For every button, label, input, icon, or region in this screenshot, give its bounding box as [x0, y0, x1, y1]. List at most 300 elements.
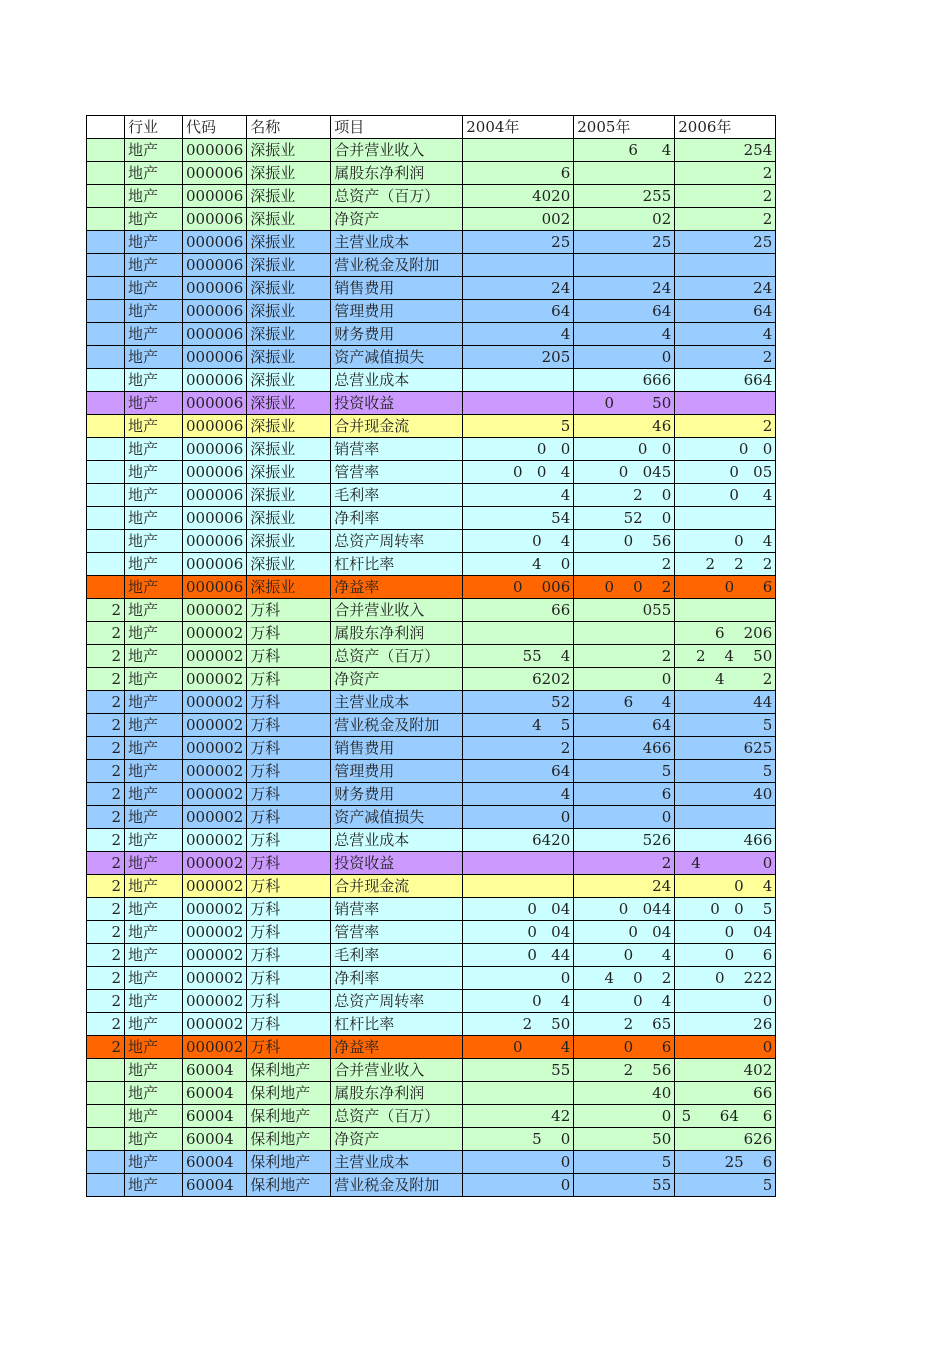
cell-code[interactable]: 000002 [183, 668, 247, 691]
cell-item[interactable]: 主营业成本 [331, 691, 463, 714]
cell-code[interactable]: 60004 [183, 1128, 247, 1151]
cell-seq[interactable]: 2 [87, 990, 125, 1013]
cell-name[interactable]: 万科 [247, 691, 331, 714]
cell-2006[interactable]: 24 [675, 277, 776, 300]
cell-code[interactable]: 000002 [183, 599, 247, 622]
cell-seq[interactable] [87, 277, 125, 300]
cell-2005[interactable]: 2 [574, 553, 675, 576]
cell-industry[interactable]: 地产 [125, 392, 183, 415]
cell-item[interactable]: 合并营业收入 [331, 139, 463, 162]
cell-code[interactable]: 000006 [183, 461, 247, 484]
cell-name[interactable]: 深振业 [247, 576, 331, 599]
cell-2006[interactable]: 66 [675, 1082, 776, 1105]
cell-2004[interactable]: 5 [463, 415, 574, 438]
cell-name[interactable]: 保利地产 [247, 1105, 331, 1128]
cell-2004[interactable] [463, 139, 574, 162]
cell-code[interactable]: 000006 [183, 139, 247, 162]
cell-industry[interactable]: 地产 [125, 990, 183, 1013]
header-cell-2005[interactable]: 2005年 [574, 116, 675, 139]
cell-2005[interactable]: 0 4 [574, 990, 675, 1013]
cell-2005[interactable]: 02 [574, 208, 675, 231]
cell-2006[interactable]: 5 [675, 760, 776, 783]
cell-name[interactable]: 保利地产 [247, 1059, 331, 1082]
cell-item[interactable]: 资产减值损失 [331, 346, 463, 369]
cell-industry[interactable]: 地产 [125, 231, 183, 254]
cell-seq[interactable] [87, 1174, 125, 1197]
cell-name[interactable]: 万科 [247, 599, 331, 622]
cell-code[interactable]: 000006 [183, 323, 247, 346]
cell-seq[interactable]: 2 [87, 714, 125, 737]
cell-code[interactable]: 000006 [183, 185, 247, 208]
cell-name[interactable]: 深振业 [247, 162, 331, 185]
cell-2006[interactable]: 0 6 [675, 576, 776, 599]
cell-code[interactable]: 000002 [183, 944, 247, 967]
header-cell-name[interactable]: 名称 [247, 116, 331, 139]
cell-2005[interactable]: 24 [574, 277, 675, 300]
cell-name[interactable]: 万科 [247, 829, 331, 852]
cell-code[interactable]: 60004 [183, 1082, 247, 1105]
cell-2005[interactable]: 466 [574, 737, 675, 760]
cell-code[interactable]: 60004 [183, 1059, 247, 1082]
cell-industry[interactable]: 地产 [125, 1174, 183, 1197]
cell-code[interactable]: 000002 [183, 737, 247, 760]
cell-2006[interactable]: 2 [675, 346, 776, 369]
header-cell-code[interactable]: 代码 [183, 116, 247, 139]
cell-2005[interactable]: 64 [574, 714, 675, 737]
cell-industry[interactable]: 地产 [125, 369, 183, 392]
cell-2005[interactable]: 5 [574, 1151, 675, 1174]
cell-code[interactable]: 000002 [183, 714, 247, 737]
cell-item[interactable]: 营业税金及附加 [331, 714, 463, 737]
cell-2004[interactable]: 55 4 [463, 645, 574, 668]
cell-seq[interactable]: 2 [87, 760, 125, 783]
cell-name[interactable]: 保利地产 [247, 1151, 331, 1174]
cell-2005[interactable]: 5 [574, 760, 675, 783]
cell-seq[interactable] [87, 553, 125, 576]
cell-2006[interactable] [675, 599, 776, 622]
cell-2005[interactable]: 0 044 [574, 898, 675, 921]
cell-2005[interactable]: 0 56 [574, 530, 675, 553]
cell-2005[interactable] [574, 622, 675, 645]
cell-name[interactable]: 万科 [247, 645, 331, 668]
cell-2005[interactable]: 2 65 [574, 1013, 675, 1036]
cell-industry[interactable]: 地产 [125, 875, 183, 898]
cell-2005[interactable]: 0 4 [574, 944, 675, 967]
cell-2004[interactable]: 66 [463, 599, 574, 622]
cell-industry[interactable]: 地产 [125, 507, 183, 530]
cell-code[interactable]: 000006 [183, 507, 247, 530]
cell-2006[interactable] [675, 507, 776, 530]
cell-code[interactable]: 000002 [183, 1036, 247, 1059]
cell-item[interactable]: 合并营业收入 [331, 1059, 463, 1082]
cell-item[interactable]: 净资产 [331, 1128, 463, 1151]
cell-item[interactable]: 销营率 [331, 898, 463, 921]
cell-code[interactable]: 60004 [183, 1174, 247, 1197]
cell-2006[interactable]: 0 0 [675, 438, 776, 461]
header-cell-seq[interactable] [87, 116, 125, 139]
cell-2005[interactable]: 0 [574, 806, 675, 829]
cell-2004[interactable] [463, 1082, 574, 1105]
cell-item[interactable]: 主营业成本 [331, 1151, 463, 1174]
cell-code[interactable]: 000006 [183, 415, 247, 438]
cell-2006[interactable]: 0 04 [675, 921, 776, 944]
cell-2006[interactable]: 6 206 [675, 622, 776, 645]
cell-2004[interactable]: 2 50 [463, 1013, 574, 1036]
cell-2004[interactable]: 0 006 [463, 576, 574, 599]
cell-2004[interactable]: 25 [463, 231, 574, 254]
cell-2006[interactable]: 466 [675, 829, 776, 852]
cell-industry[interactable]: 地产 [125, 668, 183, 691]
cell-industry[interactable]: 地产 [125, 461, 183, 484]
cell-2004[interactable]: 0 [463, 1174, 574, 1197]
cell-2006[interactable]: 25 [675, 231, 776, 254]
cell-name[interactable]: 深振业 [247, 300, 331, 323]
cell-2004[interactable]: 0 4 [463, 530, 574, 553]
cell-2005[interactable]: 6 [574, 783, 675, 806]
cell-2005[interactable]: 0 045 [574, 461, 675, 484]
cell-seq[interactable] [87, 415, 125, 438]
cell-name[interactable]: 深振业 [247, 530, 331, 553]
cell-name[interactable]: 深振业 [247, 415, 331, 438]
cell-code[interactable]: 000006 [183, 162, 247, 185]
cell-2004[interactable]: 24 [463, 277, 574, 300]
cell-2005[interactable]: 0 0 2 [574, 576, 675, 599]
cell-2006[interactable]: 5 [675, 714, 776, 737]
cell-item[interactable]: 销售费用 [331, 277, 463, 300]
cell-code[interactable]: 000006 [183, 300, 247, 323]
cell-seq[interactable]: 2 [87, 967, 125, 990]
cell-2004[interactable]: 4 [463, 484, 574, 507]
cell-2006[interactable]: 626 [675, 1128, 776, 1151]
cell-industry[interactable]: 地产 [125, 208, 183, 231]
cell-2005[interactable]: 52 0 [574, 507, 675, 530]
cell-name[interactable]: 深振业 [247, 484, 331, 507]
cell-name[interactable]: 深振业 [247, 553, 331, 576]
cell-item[interactable]: 投资收益 [331, 852, 463, 875]
cell-code[interactable]: 000006 [183, 346, 247, 369]
cell-industry[interactable]: 地产 [125, 1013, 183, 1036]
cell-name[interactable]: 万科 [247, 1013, 331, 1036]
cell-code[interactable]: 000002 [183, 875, 247, 898]
cell-seq[interactable]: 2 [87, 668, 125, 691]
cell-2005[interactable]: 2 [574, 645, 675, 668]
cell-industry[interactable]: 地产 [125, 806, 183, 829]
cell-name[interactable]: 万科 [247, 1036, 331, 1059]
cell-seq[interactable] [87, 1082, 125, 1105]
cell-name[interactable]: 深振业 [247, 139, 331, 162]
cell-2006[interactable]: 664 [675, 369, 776, 392]
cell-item[interactable]: 净资产 [331, 668, 463, 691]
cell-name[interactable]: 万科 [247, 760, 331, 783]
cell-industry[interactable]: 地产 [125, 277, 183, 300]
cell-2006[interactable]: 0 222 [675, 967, 776, 990]
cell-code[interactable]: 000002 [183, 921, 247, 944]
cell-seq[interactable] [87, 208, 125, 231]
cell-seq[interactable] [87, 484, 125, 507]
cell-2004[interactable]: 4020 [463, 185, 574, 208]
cell-industry[interactable]: 地产 [125, 1082, 183, 1105]
cell-2006[interactable]: 402 [675, 1059, 776, 1082]
cell-item[interactable]: 总资产周转率 [331, 530, 463, 553]
cell-2004[interactable]: 0 [463, 806, 574, 829]
cell-item[interactable]: 总资产周转率 [331, 990, 463, 1013]
cell-seq[interactable] [87, 576, 125, 599]
cell-item[interactable]: 净资产 [331, 208, 463, 231]
cell-item[interactable]: 销营率 [331, 438, 463, 461]
cell-2005[interactable]: 055 [574, 599, 675, 622]
cell-2004[interactable]: 64 [463, 300, 574, 323]
cell-2004[interactable]: 0 [463, 967, 574, 990]
cell-name[interactable]: 万科 [247, 622, 331, 645]
cell-name[interactable]: 万科 [247, 806, 331, 829]
cell-2006[interactable]: 44 [675, 691, 776, 714]
cell-2006[interactable]: 64 [675, 300, 776, 323]
cell-item[interactable]: 总资产（百万） [331, 185, 463, 208]
cell-code[interactable]: 000002 [183, 622, 247, 645]
cell-item[interactable]: 管营率 [331, 921, 463, 944]
cell-2005[interactable]: 0 [574, 668, 675, 691]
cell-industry[interactable]: 地产 [125, 576, 183, 599]
cell-2006[interactable]: 625 [675, 737, 776, 760]
cell-industry[interactable]: 地产 [125, 967, 183, 990]
cell-seq[interactable] [87, 1128, 125, 1151]
cell-2004[interactable]: 52 [463, 691, 574, 714]
cell-2005[interactable]: 46 [574, 415, 675, 438]
cell-code[interactable]: 000006 [183, 254, 247, 277]
cell-2006[interactable]: 5 [675, 1174, 776, 1197]
cell-2006[interactable] [675, 806, 776, 829]
cell-industry[interactable]: 地产 [125, 553, 183, 576]
cell-2005[interactable]: 0 0 [574, 438, 675, 461]
cell-name[interactable]: 保利地产 [247, 1174, 331, 1197]
cell-2004[interactable] [463, 622, 574, 645]
cell-name[interactable]: 深振业 [247, 323, 331, 346]
cell-code[interactable]: 000006 [183, 392, 247, 415]
cell-2006[interactable]: 0 4 [675, 484, 776, 507]
cell-seq[interactable]: 2 [87, 783, 125, 806]
cell-industry[interactable]: 地产 [125, 737, 183, 760]
cell-seq[interactable]: 2 [87, 944, 125, 967]
cell-2004[interactable] [463, 875, 574, 898]
cell-2005[interactable]: 0 [574, 346, 675, 369]
cell-code[interactable]: 000002 [183, 829, 247, 852]
cell-code[interactable]: 000002 [183, 852, 247, 875]
cell-industry[interactable]: 地产 [125, 691, 183, 714]
cell-name[interactable]: 保利地产 [247, 1128, 331, 1151]
cell-seq[interactable]: 2 [87, 806, 125, 829]
cell-item[interactable]: 主营业成本 [331, 231, 463, 254]
cell-2004[interactable]: 0 04 [463, 921, 574, 944]
cell-seq[interactable] [87, 438, 125, 461]
cell-code[interactable]: 60004 [183, 1105, 247, 1128]
cell-name[interactable]: 万科 [247, 737, 331, 760]
cell-seq[interactable] [87, 461, 125, 484]
cell-name[interactable]: 深振业 [247, 461, 331, 484]
cell-seq[interactable] [87, 1151, 125, 1174]
cell-seq[interactable] [87, 369, 125, 392]
cell-seq[interactable] [87, 231, 125, 254]
cell-industry[interactable]: 地产 [125, 898, 183, 921]
cell-2004[interactable]: 002 [463, 208, 574, 231]
cell-name[interactable]: 万科 [247, 783, 331, 806]
cell-item[interactable]: 管理费用 [331, 300, 463, 323]
cell-item[interactable]: 总营业成本 [331, 369, 463, 392]
cell-2004[interactable]: 5 0 [463, 1128, 574, 1151]
cell-2005[interactable]: 6 4 [574, 691, 675, 714]
cell-2006[interactable]: 5 64 6 [675, 1105, 776, 1128]
cell-2004[interactable]: 6420 [463, 829, 574, 852]
cell-2006[interactable]: 254 [675, 139, 776, 162]
cell-code[interactable]: 000006 [183, 484, 247, 507]
cell-2004[interactable]: 0 4 [463, 1036, 574, 1059]
cell-code[interactable]: 60004 [183, 1151, 247, 1174]
cell-2004[interactable]: 4 [463, 323, 574, 346]
cell-name[interactable]: 万科 [247, 990, 331, 1013]
cell-seq[interactable]: 2 [87, 829, 125, 852]
cell-2005[interactable]: 4 [574, 323, 675, 346]
cell-item[interactable]: 销售费用 [331, 737, 463, 760]
cell-name[interactable]: 深振业 [247, 254, 331, 277]
cell-seq[interactable] [87, 185, 125, 208]
cell-code[interactable]: 000002 [183, 898, 247, 921]
cell-name[interactable]: 万科 [247, 944, 331, 967]
cell-2005[interactable] [574, 254, 675, 277]
cell-item[interactable]: 总资产（百万） [331, 645, 463, 668]
cell-name[interactable]: 深振业 [247, 231, 331, 254]
cell-code[interactable]: 000002 [183, 691, 247, 714]
cell-industry[interactable]: 地产 [125, 622, 183, 645]
cell-2005[interactable]: 64 [574, 300, 675, 323]
cell-2004[interactable]: 64 [463, 760, 574, 783]
cell-2004[interactable]: 55 [463, 1059, 574, 1082]
cell-code[interactable]: 000002 [183, 806, 247, 829]
cell-item[interactable]: 属股东净利润 [331, 162, 463, 185]
cell-code[interactable]: 000006 [183, 277, 247, 300]
cell-item[interactable]: 合并营业收入 [331, 599, 463, 622]
cell-2005[interactable] [574, 162, 675, 185]
cell-seq[interactable]: 2 [87, 852, 125, 875]
cell-code[interactable]: 000006 [183, 231, 247, 254]
cell-code[interactable]: 000002 [183, 1013, 247, 1036]
cell-industry[interactable]: 地产 [125, 139, 183, 162]
cell-2004[interactable]: 0 0 4 [463, 461, 574, 484]
cell-industry[interactable]: 地产 [125, 323, 183, 346]
cell-code[interactable]: 000002 [183, 783, 247, 806]
cell-item[interactable]: 总资产（百万） [331, 1105, 463, 1128]
cell-2006[interactable]: 2 2 2 [675, 553, 776, 576]
cell-item[interactable]: 杠杆比率 [331, 1013, 463, 1036]
cell-name[interactable]: 深振业 [247, 346, 331, 369]
cell-code[interactable]: 000002 [183, 760, 247, 783]
cell-item[interactable]: 属股东净利润 [331, 622, 463, 645]
cell-2004[interactable]: 6 [463, 162, 574, 185]
cell-item[interactable]: 毛利率 [331, 944, 463, 967]
cell-2004[interactable]: 205 [463, 346, 574, 369]
cell-item[interactable]: 资产减值损失 [331, 806, 463, 829]
cell-2006[interactable]: 0 [675, 1036, 776, 1059]
cell-2006[interactable] [675, 392, 776, 415]
cell-2004[interactable]: 0 44 [463, 944, 574, 967]
cell-industry[interactable]: 地产 [125, 645, 183, 668]
cell-industry[interactable]: 地产 [125, 300, 183, 323]
cell-industry[interactable]: 地产 [125, 254, 183, 277]
cell-2005[interactable]: 55 [574, 1174, 675, 1197]
cell-2005[interactable]: 2 0 [574, 484, 675, 507]
cell-2005[interactable]: 2 56 [574, 1059, 675, 1082]
cell-industry[interactable]: 地产 [125, 783, 183, 806]
cell-2006[interactable]: 4 0 [675, 852, 776, 875]
cell-industry[interactable]: 地产 [125, 944, 183, 967]
cell-name[interactable]: 万科 [247, 714, 331, 737]
cell-item[interactable]: 营业税金及附加 [331, 1174, 463, 1197]
cell-2005[interactable]: 0 04 [574, 921, 675, 944]
cell-seq[interactable] [87, 162, 125, 185]
cell-seq[interactable] [87, 507, 125, 530]
cell-item[interactable]: 净益率 [331, 1036, 463, 1059]
cell-2005[interactable]: 0 6 [574, 1036, 675, 1059]
cell-2004[interactable] [463, 369, 574, 392]
cell-item[interactable]: 财务费用 [331, 783, 463, 806]
cell-code[interactable]: 000006 [183, 530, 247, 553]
cell-2006[interactable]: 0 4 [675, 530, 776, 553]
cell-2004[interactable]: 0 0 [463, 438, 574, 461]
cell-item[interactable]: 管理费用 [331, 760, 463, 783]
cell-code[interactable]: 000002 [183, 990, 247, 1013]
cell-name[interactable]: 万科 [247, 875, 331, 898]
cell-2005[interactable]: 526 [574, 829, 675, 852]
cell-code[interactable]: 000002 [183, 645, 247, 668]
cell-name[interactable]: 深振业 [247, 369, 331, 392]
cell-2005[interactable]: 0 50 [574, 392, 675, 415]
cell-industry[interactable]: 地产 [125, 484, 183, 507]
cell-seq[interactable]: 2 [87, 737, 125, 760]
cell-item[interactable]: 投资收益 [331, 392, 463, 415]
cell-industry[interactable]: 地产 [125, 1151, 183, 1174]
cell-2005[interactable]: 4 0 2 [574, 967, 675, 990]
cell-name[interactable]: 深振业 [247, 208, 331, 231]
cell-name[interactable]: 深振业 [247, 507, 331, 530]
cell-2005[interactable]: 40 [574, 1082, 675, 1105]
cell-2005[interactable]: 2 [574, 852, 675, 875]
cell-2006[interactable]: 0 4 [675, 875, 776, 898]
cell-2006[interactable]: 2 [675, 162, 776, 185]
cell-code[interactable]: 000006 [183, 438, 247, 461]
cell-industry[interactable]: 地产 [125, 921, 183, 944]
cell-2004[interactable]: 0 4 [463, 990, 574, 1013]
cell-seq[interactable]: 2 [87, 921, 125, 944]
cell-seq[interactable]: 2 [87, 691, 125, 714]
cell-industry[interactable]: 地产 [125, 852, 183, 875]
cell-2005[interactable]: 255 [574, 185, 675, 208]
cell-2004[interactable]: 54 [463, 507, 574, 530]
cell-2004[interactable]: 4 5 [463, 714, 574, 737]
cell-seq[interactable]: 2 [87, 898, 125, 921]
cell-industry[interactable]: 地产 [125, 1036, 183, 1059]
cell-item[interactable]: 属股东净利润 [331, 1082, 463, 1105]
cell-2004[interactable] [463, 392, 574, 415]
cell-item[interactable]: 净益率 [331, 576, 463, 599]
cell-seq[interactable] [87, 392, 125, 415]
cell-2005[interactable]: 6 4 [574, 139, 675, 162]
cell-2006[interactable]: 4 2 [675, 668, 776, 691]
cell-2004[interactable]: 4 0 [463, 553, 574, 576]
cell-2006[interactable]: 0 05 [675, 461, 776, 484]
cell-seq[interactable] [87, 254, 125, 277]
cell-2004[interactable]: 4 [463, 783, 574, 806]
cell-2006[interactable]: 2 [675, 208, 776, 231]
cell-seq[interactable] [87, 346, 125, 369]
cell-2006[interactable]: 0 6 [675, 944, 776, 967]
